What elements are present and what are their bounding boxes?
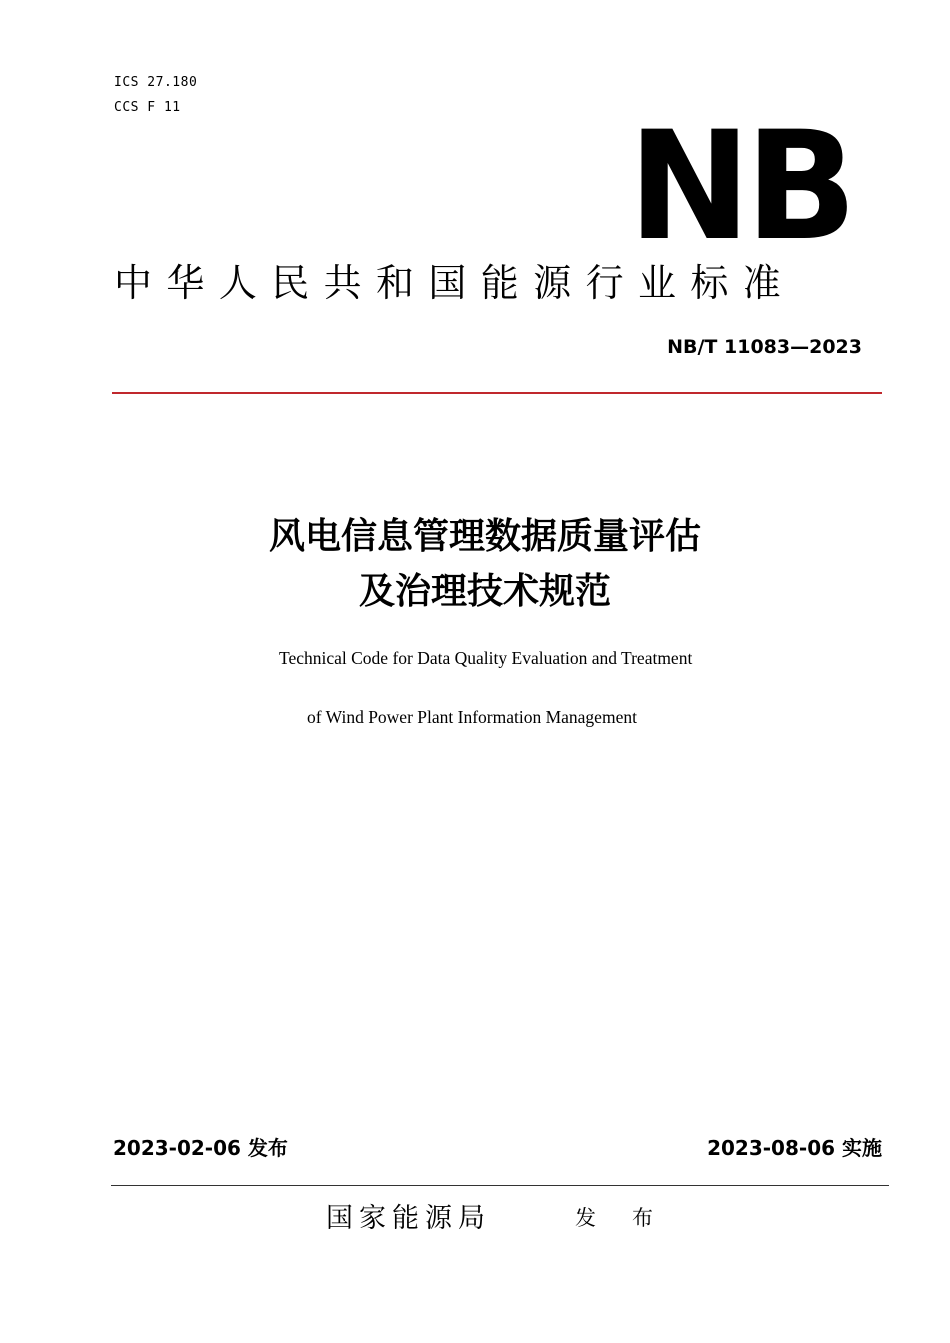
footer-divider [111,1185,889,1186]
industry-standard-title: 中华人民共和国能源行业标准 [114,261,796,305]
issue-date: 2023-02-06 发布 [113,1136,288,1160]
document-title-cn-line2: 及治理技术规范 [358,571,611,612]
document-title-cn-line1: 风电信息管理数据质量评估 [268,516,701,557]
issuing-authority: 国家能源局 [326,1203,491,1234]
standard-number: NB/T 11083—2023 [667,336,862,358]
ics-code: ICS 27.180 [114,75,198,90]
implementation-date: 2023-08-06 实施 [707,1136,882,1160]
document-title-en-line2: of Wind Power Plant Information Management [307,707,637,727]
nb-logo: NB [628,100,852,274]
ccs-code: CCS F 11 [114,100,181,115]
issue-label: 发布 [575,1206,689,1230]
header-divider [112,392,882,394]
document-title-en-line1: Technical Code for Data Quality Evaluation and Treatment [279,648,693,668]
